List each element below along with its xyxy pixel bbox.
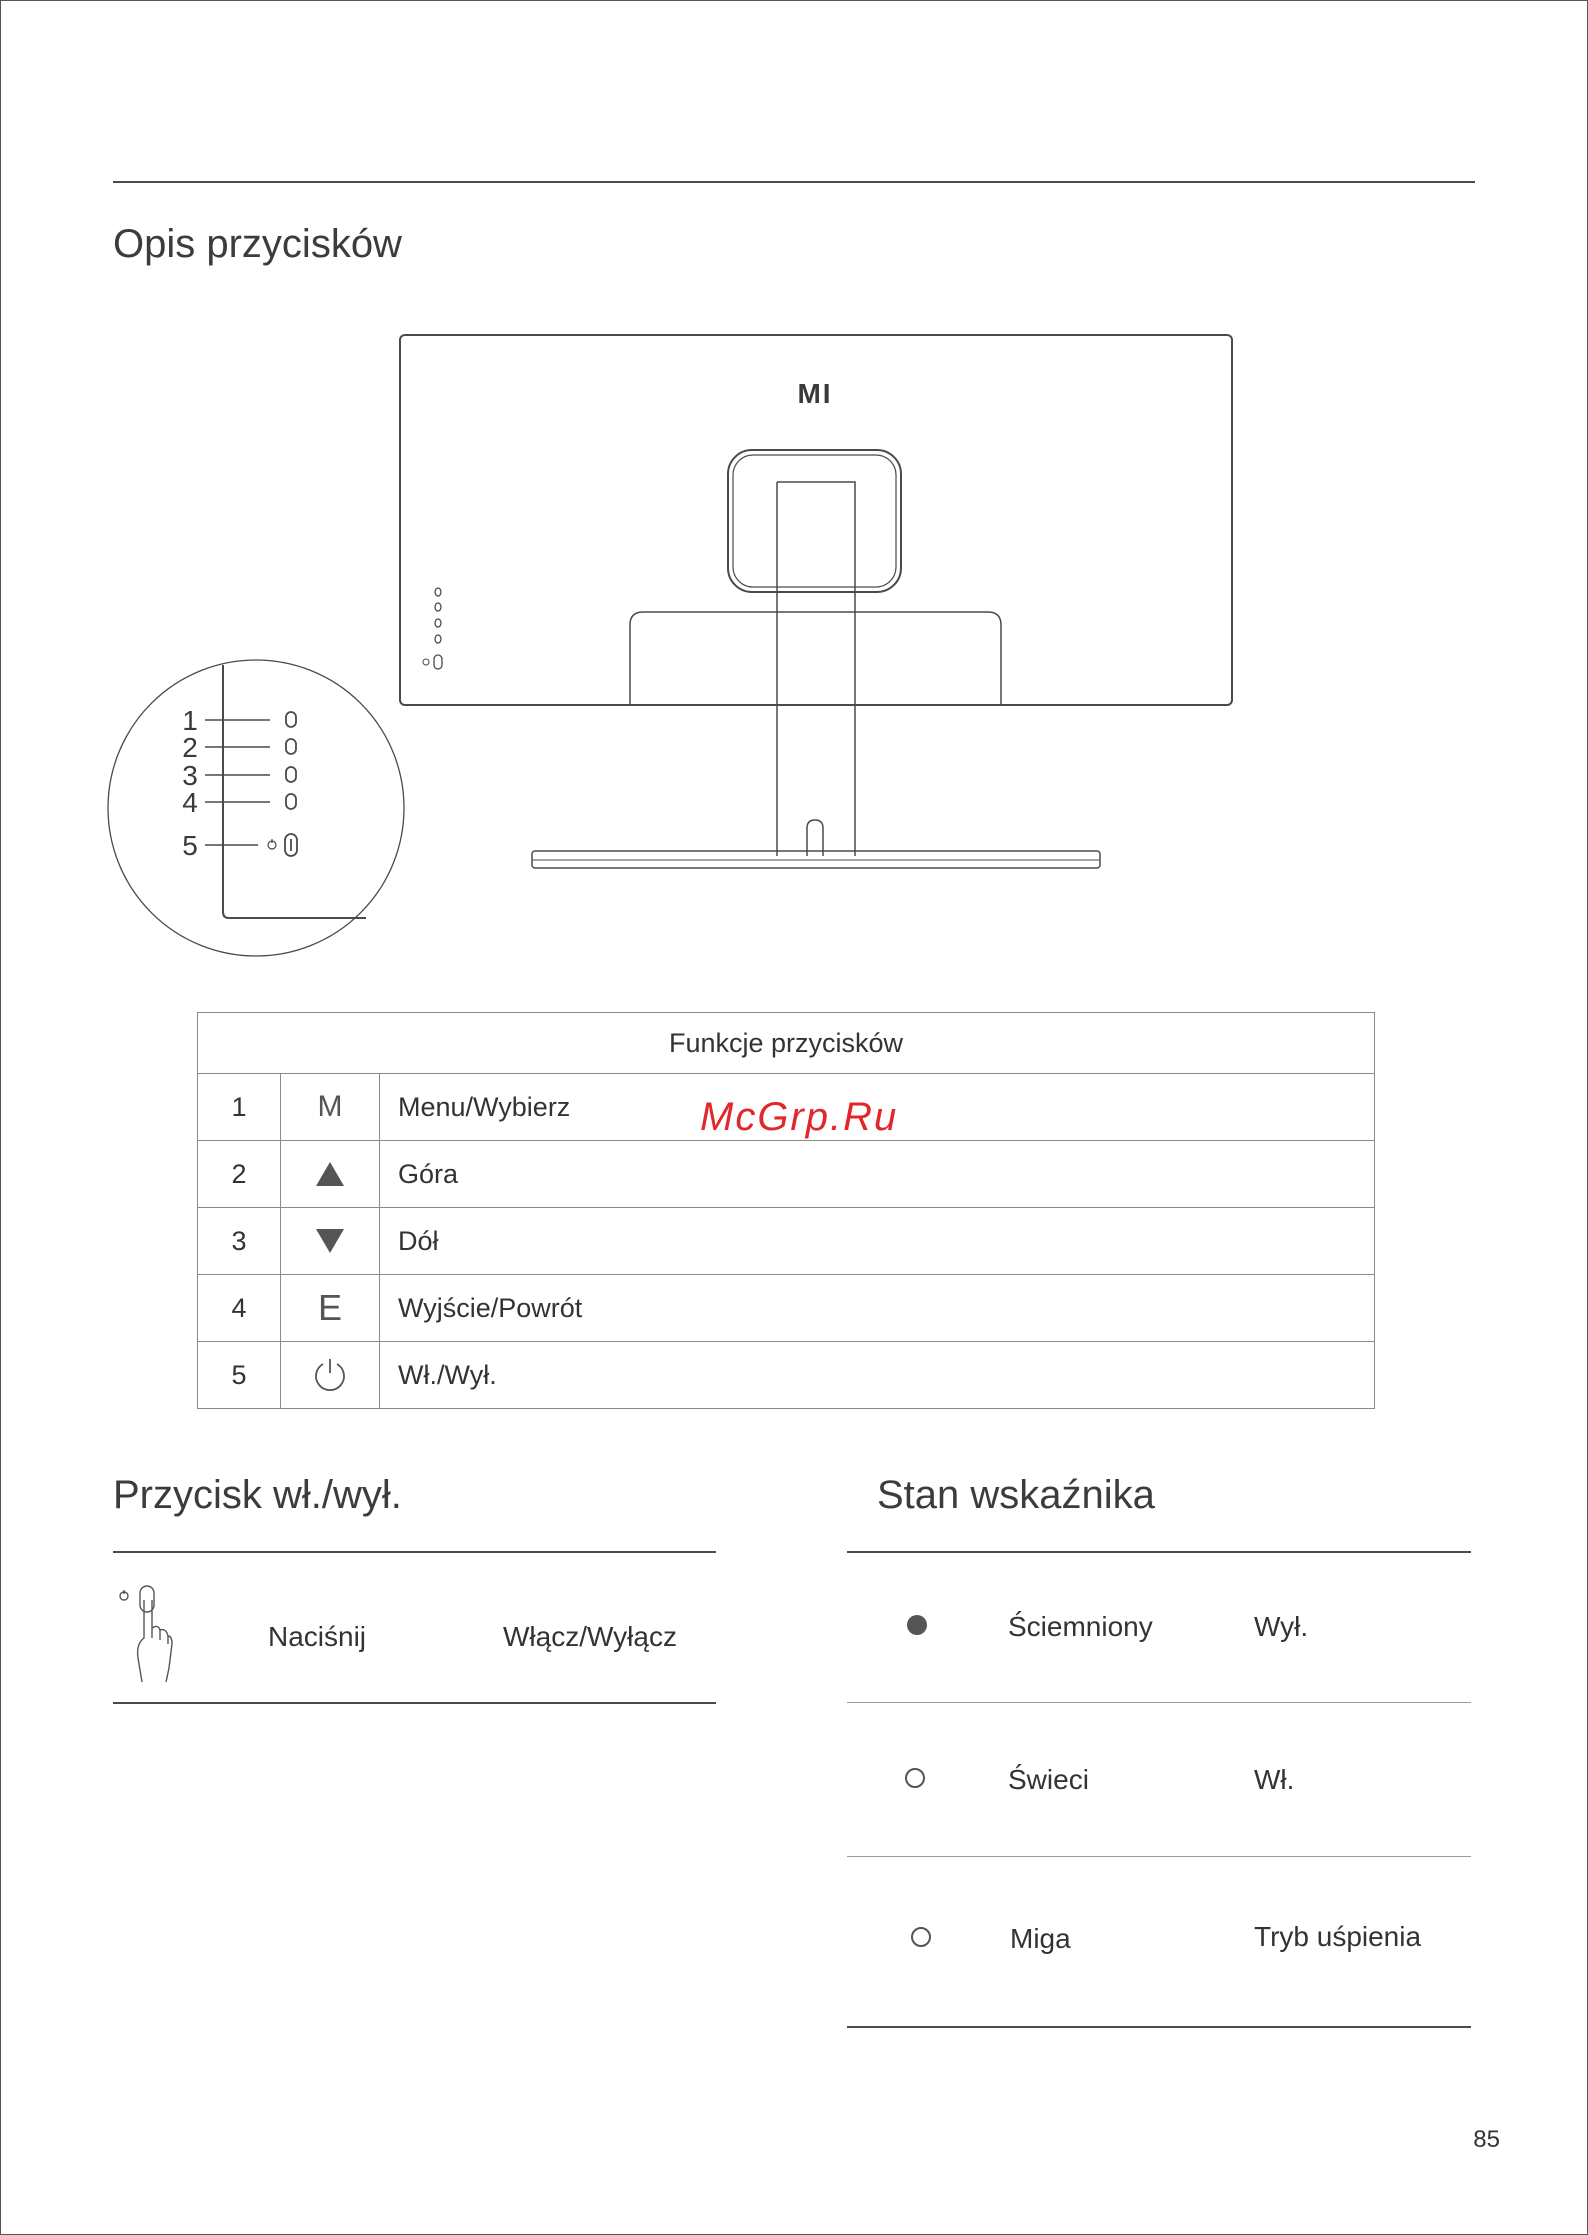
- hollow-dot-icon: [909, 1925, 933, 1949]
- row-label: Menu/Wybierz: [380, 1074, 1375, 1141]
- stand-neck: [777, 482, 855, 856]
- section-title-buttons: Opis przycisków: [113, 222, 402, 266]
- table-header: Funkcje przycisków: [198, 1013, 1375, 1074]
- stand-mount: [728, 450, 901, 592]
- filled-dot-icon: [905, 1613, 929, 1637]
- power-bottom-rule: [113, 1702, 716, 1704]
- monitor-diagram: [100, 320, 1250, 980]
- indicator-meaning: Wł.: [1254, 1764, 1295, 1795]
- callout-number: 4: [182, 787, 198, 818]
- indicator-meaning: Wył.: [1254, 1611, 1309, 1642]
- row-number: 5: [198, 1342, 281, 1409]
- triangle-down-icon: [281, 1208, 380, 1275]
- indicator-divider: [847, 1702, 1471, 1703]
- indicator-meaning: Tryb uśpienia: [1254, 1921, 1422, 1952]
- functions-table: [197, 1012, 1375, 1409]
- callout-number: 5: [182, 830, 198, 861]
- letter-m-icon: M: [281, 1074, 380, 1141]
- mi-logo: [797, 378, 832, 409]
- power-action: Naciśnij: [268, 1621, 367, 1652]
- watermark: McGrp.Ru: [700, 1095, 899, 1139]
- letter-e-icon: E: [281, 1275, 380, 1342]
- row-label: Wyjście/Powrót: [380, 1275, 1375, 1342]
- callout-number: 1: [182, 705, 198, 736]
- zoom-circle: [108, 660, 404, 956]
- page-number: 85: [1473, 2126, 1500, 2153]
- callout-number: 2: [182, 732, 198, 763]
- indicator-bottom-rule: [847, 2026, 1471, 2028]
- row-number: 3: [198, 1208, 281, 1275]
- indicator-divider: [847, 1856, 1471, 1857]
- power-top-rule: [113, 1551, 716, 1553]
- section-title-indicator: Stan wskaźnika: [877, 1473, 1155, 1517]
- power-result: Włącz/Wyłącz: [503, 1621, 677, 1652]
- indicator-state: Ściemniony: [1008, 1611, 1153, 1642]
- table-row: [198, 1342, 1375, 1409]
- row-label: Wł./Wył.: [380, 1342, 1375, 1409]
- power-icon: [281, 1342, 380, 1409]
- row-number: 1: [198, 1074, 281, 1141]
- hand-press-icon: [114, 1578, 184, 1688]
- row-label: Góra: [380, 1141, 1375, 1208]
- indicator-state: Miga: [1010, 1923, 1071, 1954]
- top-rule: [113, 181, 1475, 183]
- hollow-dot-icon: [903, 1766, 927, 1790]
- row-label: Dół: [380, 1208, 1375, 1275]
- indicator-state: Świeci: [1008, 1764, 1089, 1795]
- monitor-hump: [630, 612, 1001, 705]
- table-row: [198, 1141, 1375, 1208]
- row-number: 2: [198, 1141, 281, 1208]
- triangle-up-icon: [281, 1141, 380, 1208]
- section-title-power-button: Przycisk wł./wył.: [113, 1473, 402, 1517]
- table-row: [198, 1208, 1375, 1275]
- table-row: [198, 1275, 1375, 1342]
- indicator-top-rule: [847, 1551, 1471, 1553]
- mi-logo-text: MI: [797, 378, 833, 409]
- callout-number: 3: [182, 760, 198, 791]
- row-number: 4: [198, 1275, 281, 1342]
